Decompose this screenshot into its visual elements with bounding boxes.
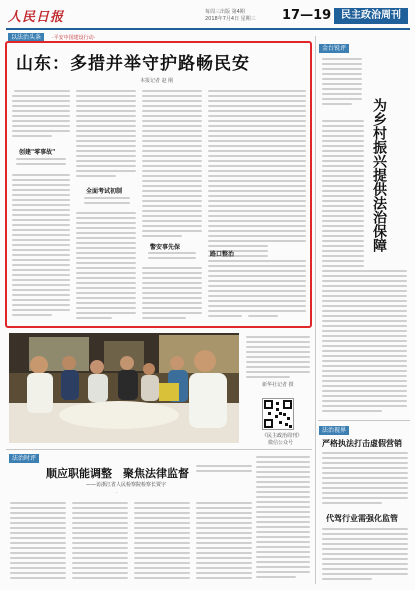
news-photo[interactable]: [9, 333, 239, 443]
lead-subhead-3: 警安事先保: [150, 244, 181, 251]
meeting-scene-image: [9, 333, 239, 443]
bottom-rule: [6, 449, 312, 450]
masthead-logo[interactable]: 人民日报: [8, 10, 65, 25]
column-divider: [315, 36, 316, 584]
bottom-section-label: 法治时评: [9, 454, 39, 463]
bottom-right-headline-1[interactable]: 严格执法打击虚假营销: [322, 438, 402, 448]
top-strip-kicker: ·平安中国建设行动·: [52, 35, 96, 41]
top-strip-label: 以法治头条: [8, 33, 44, 42]
photo-credit: 新华社记者 摄: [262, 382, 294, 388]
lead-subhead-1: 创建"零事故": [19, 149, 56, 156]
masthead-rule: [6, 28, 410, 30]
bottom-headline[interactable]: 顺应职能调整 聚焦法律监督: [46, 467, 189, 480]
lead-byline: 本报记者 赵 刚: [140, 78, 174, 84]
masthead: [0, 0, 415, 28]
lead-subhead-4: 路口整治: [210, 251, 235, 258]
qr-code-icon: [263, 399, 293, 429]
lead-headline[interactable]: 山东：多措并举守护路畅民安: [16, 54, 250, 74]
qr-label: 《民主政治周刊》: [262, 433, 303, 439]
page-range: 17—19: [282, 8, 332, 23]
masthead-dateline-1: 每周三出版 第4期: [205, 9, 245, 15]
right-vertical-headline[interactable]: 为乡村振兴提供法治保障: [371, 98, 387, 252]
bottom-right-headline-2[interactable]: 代驾行业需强化监管: [326, 513, 398, 523]
right-column-rule: [318, 420, 410, 421]
bottom-right-section-label: 法治视界: [319, 426, 349, 435]
masthead-dateline-2: 2018年7月4日 星期三: [205, 16, 256, 22]
qr-code[interactable]: [262, 398, 294, 430]
right-section-label: 金台锐评: [319, 44, 349, 53]
lead-subhead-2: 全面考试初制: [86, 188, 123, 195]
bottom-dek: ——访浙江省人民检察院检察长贾宇: [86, 482, 167, 488]
column-title: 民主政治周刊: [334, 8, 408, 24]
qr-sub: 微信公众号: [268, 440, 294, 446]
bottom-byline: ·: [116, 490, 118, 496]
